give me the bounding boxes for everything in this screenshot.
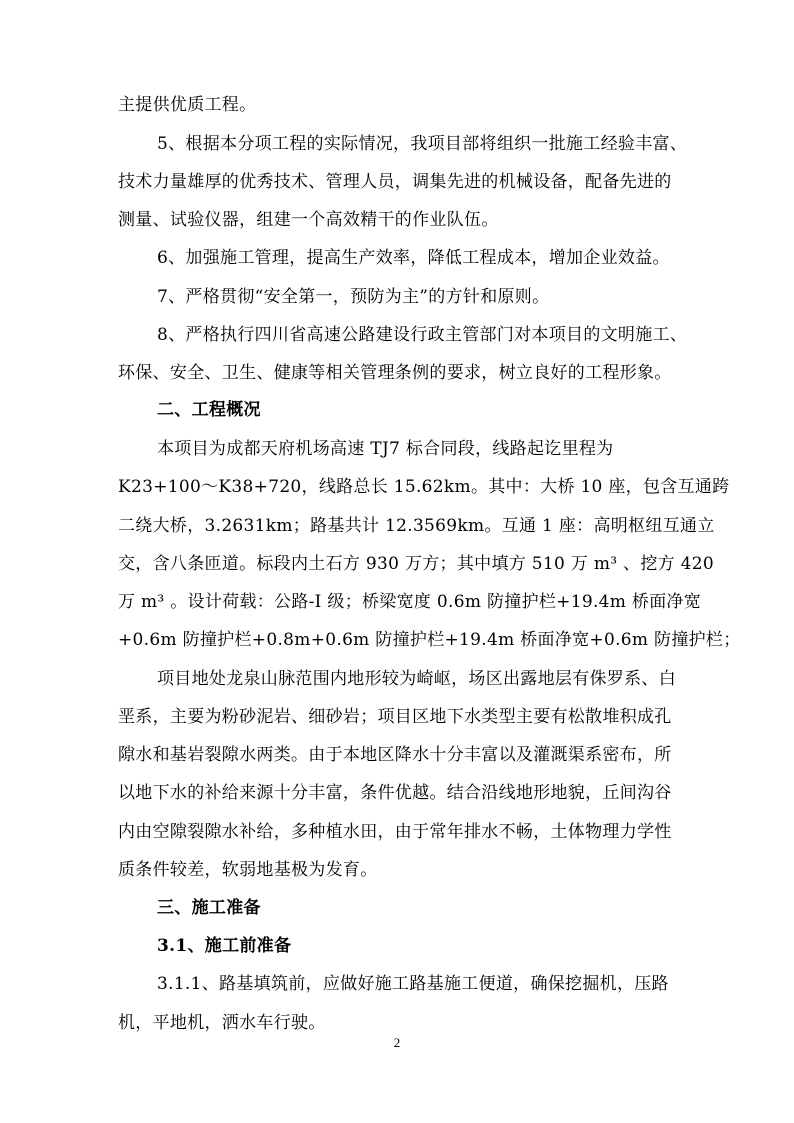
text-line: 机，平地机，洒水车行驶。 [118,1013,326,1033]
text-line: K23+100～K38+720，线路总长 15.62km。其中：大桥 10 座，包含互通跨 [118,477,730,497]
text-line: 技术力量雄厚的优秀技术、管理人员，调集先进的机械设备，配备先进的 [118,172,672,192]
section-heading: 二、工程概况 [157,400,261,420]
text-line: +0.6m 防撞护栏+0.8m+0.6m 防撞护栏+19.4m 桥面净宽+0.6m 防撞护栏； [118,630,741,650]
text-line: 交，含八条匝道。标段内土石方 930 万方；其中填方 510 万 m³ 、挖方 420 [118,554,715,574]
text-line: 测量、试验仪器，组建一个高效精干的作业队伍。 [118,210,499,230]
text-line: 以地下水的补给来源十分丰富，条件优越。结合沿线地形地貌，丘间沟谷 [118,783,672,803]
text-line: 隙水和基岩裂隙水两类。由于本地区降水十分丰富以及灌溉渠系密布，所 [118,745,672,765]
section-heading: 三、施工准备 [157,898,261,918]
text-line: 本项目为成都天府机场高速 TJ7 标合同段，线路起讫里程为 [157,439,614,459]
text-line: 环保、安全、卫生、健康等相关管理条例的要求，树立良好的工程形象。 [118,363,672,383]
text-line: 二绕大桥，3.2631km；路基共计 12.3569km。互通 1 座：高明枢纽互通立 [118,516,715,536]
text-line: 主提供优质工程。 [118,95,257,115]
page-number: 2 [393,1035,401,1050]
text-line: 7、严格贯彻“安全第一，预防为主”的方针和原则。 [157,287,550,307]
text-line: 垩系，主要为粉砂泥岩、细砂岩；项目区地下水类型主要有松散堆积成孔 [118,707,672,727]
subsection-heading: 3.1、施工前准备 [157,936,292,956]
text-line: 质条件较差，软弱地基极为发育。 [118,860,378,880]
text-line: 8、严格执行四川省高速公路建设行政主管部门对本项目的文明施工、 [157,325,688,345]
text-line: 3.1.1、路基填筑前，应做好施工路基施工便道，确保挖掘机，压路 [157,974,669,994]
text-line: 5、根据本分项工程的实际情况，我项目部将组织一批施工经验丰富、 [157,134,688,154]
text-line: 内由空隙裂隙水补给，多种植水田，由于常年排水不畅，土体物理力学性 [118,822,672,842]
text-line: 6、加强施工管理，提高生产效率，降低工程成本，增加企业效益。 [157,248,670,268]
text-line: 万 m³ 。设计荷载：公路-I 级；桥梁宽度 0.6m 防撞护栏+19.4m 桥面净宽 [118,592,702,612]
text-line: 项目地处龙泉山脉范围内地形较为崎岖，场区出露地层有侏罗系、白 [157,669,676,689]
